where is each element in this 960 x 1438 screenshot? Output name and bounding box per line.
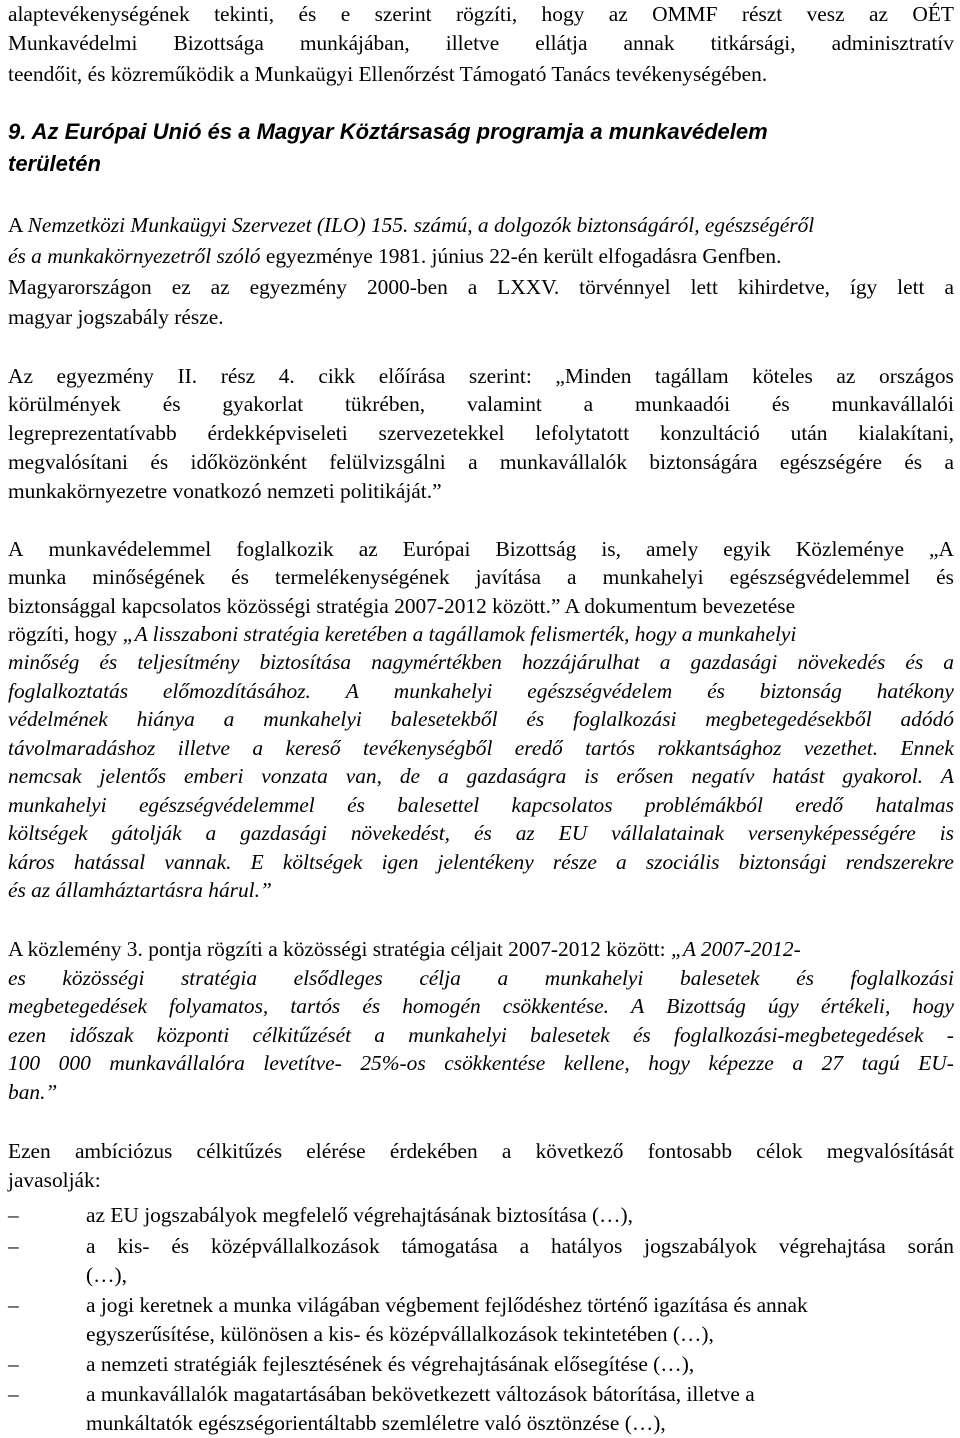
p5-line-1: Ezen ambíciózus célkitűzés elérése érdekében a következő fontosabb célok megvalósítását [8,1139,954,1163]
p4-line-6: ban.” [8,1080,58,1104]
section-heading-line-2: területén [8,151,101,176]
p1-line-3: Magyarországon ez az egyezmény 2000-ben a LXXV. törvénnyel lett kihirdetve, így lett a [8,275,954,299]
p2-line-3: legreprezentatívabb érdekképviseleti szervezetekkel lefolytatott konzultáció után kialakítani, [8,421,954,445]
p3-line-2: munka minőségének és termelékenységének javítása a munkahelyi egészségvédelemmel és [8,565,954,589]
bullet-item-5-line-2: munkáltatók egészségorientáltabb szemléletre való ösztönzése (…), [86,1411,666,1435]
p3-line-11: költségek gátolják a gazdasági növekedést, és az EU vállalatainak versenyképességére is [8,821,954,845]
bullet-item-2-line-1: a kis- és középvállalkozások támogatása a hatályos jogszabályok végrehajtása során [86,1234,954,1258]
p3-line-12: káros hatással vannak. E költségek igen jelentékeny része a szociális biztonsági rendszerekre [8,850,954,874]
bullet-item-2-line-2: (…), [86,1263,127,1287]
p2-line-4: megvalósítani és időközönként felülvizsgálni a munkavállalók biztonságára egészségére és a [8,450,954,474]
dash-bullet: – [8,1382,19,1406]
bullet-item-5-line-1: a munkavállalók magatartásában bekövetkezett változások bátorítása, illetve a [86,1382,755,1406]
intro-line-2: Munkavédelmi Bizottsága munkájában, illetve ellátja annak titkársági, adminisztratív [8,31,954,55]
p4-line-2: es közösségi stratégia elsődleges célja a munkahelyi balesetek és foglalkozási [8,966,954,990]
p4-line-1 [8,935,954,963]
p3-line-7: védelmének hiánya a munkahelyi balesetekből és foglalkozási megbetegedésekből adódó [8,707,954,731]
p3-line-4-b: „A lisszaboni stratégia keretében a tagállamok felismerték, hogy a munkahelyi [122,622,797,646]
intro-line-3: teendőit, és közreműködik a Munkaügyi Ellenőrzést Támogató Tanács tevékenységében. [8,62,768,86]
dash-bullet: – [8,1352,19,1376]
p1-line-2-b: egyezménye 1981. június 22-én került elfogadásra Genfben. [260,244,782,268]
p3-line-6: foglalkoztatás előmozdításához. A munkahelyi egészségvédelem és biztonság hatékony [8,679,954,703]
section-heading-line-1: 9. Az Európai Unió és a Magyar Köztársaság programja a munkavédelem [8,119,768,144]
bullet-item-3-line-1: a jogi keretnek a munka világában végbement fejlődéshez történő igazítása és annak [86,1293,808,1317]
p3-line-1: A munkavédelemmel foglalkozik az Európai Bizottság is, amely egyik Közleménye „A [8,537,954,561]
dash-bullet: – [8,1203,19,1227]
p1-line-2 [8,242,954,270]
p4-line-3: megbetegedések folyamatos, tartós és homogén csökkentése. A Bizottság úgy értékeli, hogy [8,994,954,1018]
bullet-item-3-line-2: egyszerűsítése, különösen a kis- és középvállalkozások tekintetében (…), [86,1322,714,1346]
dash-bullet: – [8,1293,19,1317]
p1-line-1 [8,211,954,239]
p1-line-4: magyar jogszabály része. [8,305,224,329]
dash-bullet: – [8,1234,19,1258]
p3-line-13: és az államháztartásra hárul.” [8,878,272,902]
p5-line-2: javasolják: [8,1168,101,1192]
p1-line-1-a: A [8,213,28,237]
bullet-item-4: a nemzeti stratégiák fejlesztésének és végrehajtásának elősegítése (…), [86,1352,695,1376]
p4-line-1-b: „A 2007-2012- [670,937,801,961]
p3-line-3-a: biztonsággal kapcsolatos közösségi stratégia 2007-2012 között.” [8,594,561,618]
p4-line-1-a: A közlemény 3. pontja rögzíti a közösségi stratégia céljait 2007-2012 között: [8,937,671,961]
p3-line-8: távolmaradáshoz illetve a kereső tevékenységből eredő tartós rokkantsághoz vezethet. Ennek [8,736,954,760]
intro-line-1: alaptevékenységének tekinti, és e szerint rögzíti, hogy az OMMF részt vesz az OÉT [8,2,954,26]
p3-line-4 [8,620,954,648]
p3-line-5: minőség és teljesítmény biztosítása nagymértékben hozzájárulhat a gazdasági növekedés és a [8,650,954,674]
bullet-item-1: az EU jogszabályok megfelelő végrehajtásának biztosítása (…), [86,1203,634,1227]
p4-line-4: ezen időszak központi célkitűzését a munkahelyi balesetek és foglalkozási-megbetegedések - [8,1023,954,1047]
p1-line-2-a: és a munkakörnyezetről szóló [8,244,261,268]
p3-line-10: munkahelyi egészségvédelemmel és balesettel kapcsolatos problémákból eredő hatalmas [8,793,954,817]
p3-line-9: nemcsak jelentős emberi vonzata van, de a gazdaságra is erősen negatív hatást gyakorol. A [8,764,954,788]
p1-line-1-b: Nemzetközi Munkaügyi Szervezet (ILO) 155. számú, a dolgozók biztonságáról, egészségéről [27,213,815,237]
p2-line-1: Az egyezmény II. rész 4. cikk előírása szerint: „Minden tagállam köteles az országos [8,364,954,388]
p2-line-5: munkakörnyezetre vonatkozó nemzeti politikáját.” [8,479,442,503]
p3-line-4-a: rögzíti, hogy [8,622,123,646]
p4-line-5: 100 000 munkavállalóra levetítve- 25%-os csökkentése kellene, hogy képezze a 27 tagú EU- [8,1051,954,1075]
p3-line-3 [8,592,954,620]
p3-line-3-b: A dokumentum bevezetése [560,594,796,618]
p2-line-2: körülmények és gyakorlat tükrében, valamint a munkaadói és munkavállalói [8,392,954,416]
